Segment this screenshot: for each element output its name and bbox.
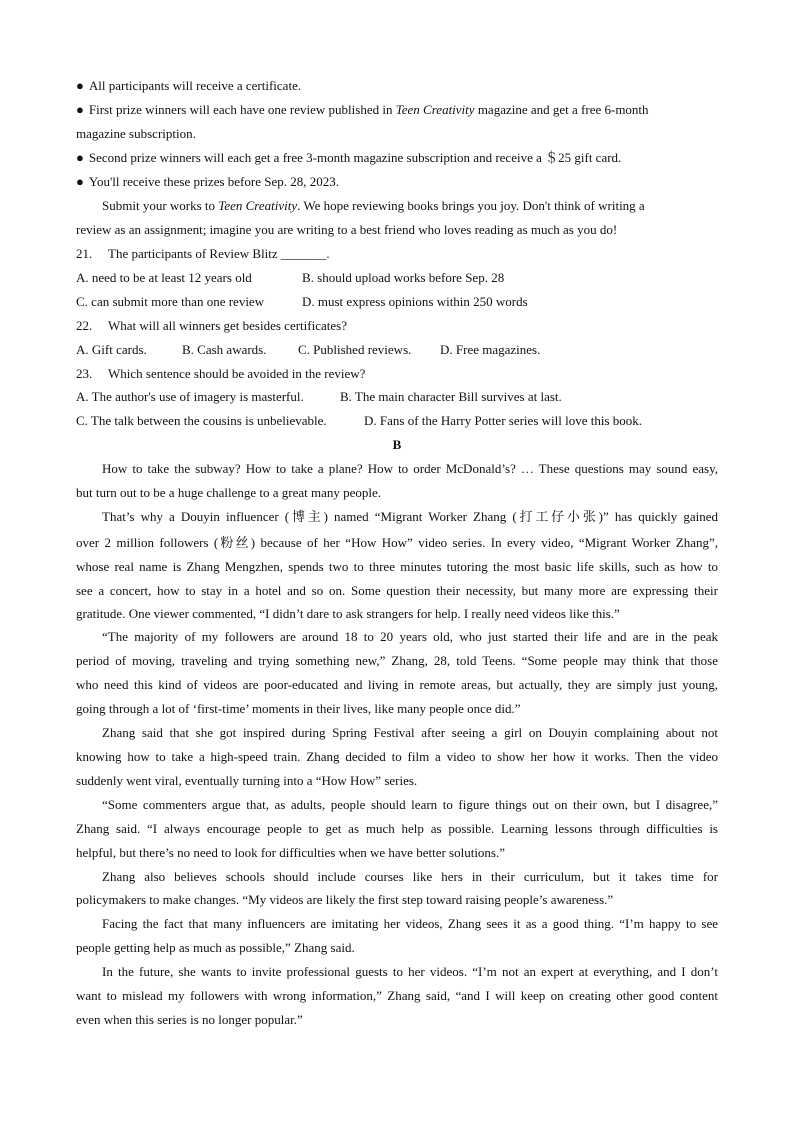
passage-line: gratitude. One viewer commented, “I didn’t dare to ask strangers for help. I really need videos like this.” — [76, 606, 620, 621]
option-21-a[interactable]: A. need to be at least 12 years old — [76, 270, 252, 285]
question-21 — [76, 245, 330, 263]
magazine-name: Teen Creativity — [218, 198, 298, 213]
passage-line: “The majority of my followers are around 18 to 20 years old, who just started their life and are in the peak — [102, 629, 718, 644]
question-number: 23. — [76, 366, 93, 381]
passage-line: helpful, but there’s no need to look for difficulties when we have better solutions.” — [76, 845, 506, 860]
passage-line: That’s why a Douyin influencer (博主) named “Migrant Worker Zhang (打工仔小张)” has quickly gained — [102, 509, 718, 524]
passage-line: Zhang said. “I always encourage people to get as much help as possible. Learning lessons through difficulties is — [76, 821, 718, 836]
question-22 — [76, 317, 347, 335]
question-number: 21. — [76, 246, 93, 261]
passage-line: even when this series is no longer popular.” — [76, 1012, 303, 1027]
option-23-b[interactable]: B. The main character Bill survives at last. — [340, 389, 562, 404]
submit-text: . We hope reviewing books brings you joy. Don't think of writing a — [297, 198, 645, 213]
option-22-a[interactable]: A. Gift cards. — [76, 342, 147, 357]
prize-bullet-3 — [76, 149, 621, 167]
prize-bullet-4 — [76, 173, 339, 191]
prize-bullet-1 — [76, 77, 301, 95]
question-number: 22. — [76, 318, 93, 333]
passage-line: people getting help as much as possible,” Zhang said. — [76, 940, 355, 955]
passage-line: Zhang also believes schools should include courses like hers in their curriculum, but it takes time for — [102, 869, 718, 884]
question-23 — [76, 365, 365, 383]
section-b-title: B — [392, 437, 402, 452]
passage-line: over 2 million followers (粉丝) because of her “How How” video series. In every video, “Migrant Worker Zhang”, — [76, 535, 718, 550]
prize-text: Second prize winners will each get a free 3-month magazine subscription and receive a ＄25 gift card. — [88, 150, 622, 165]
passage-line: Facing the fact that many influencers are imitating her videos, Zhang sees it as a good thing. “I’m happy to see — [102, 916, 718, 931]
option-22-c[interactable]: C. Published reviews. — [298, 342, 412, 357]
passage-line: want to mislead my followers with wrong information,” Zhang said, “and I will keep on creating other good content — [76, 988, 718, 1003]
option-21-b[interactable]: B. should upload works before Sep. 28 — [302, 270, 505, 285]
question-stem: Which sentence should be avoided in the review? — [108, 366, 366, 381]
option-21-c[interactable]: C. can submit more than one review — [76, 294, 265, 309]
bullet-icon: ● — [76, 78, 84, 93]
option-22-b[interactable]: B. Cash awards. — [182, 342, 267, 357]
passage-line: policymakers to make changes. “My videos are likely the first step toward raising people’s awareness.” — [76, 892, 614, 907]
magazine-name: Teen Creativity — [395, 102, 475, 117]
bullet-icon: ● — [76, 150, 84, 165]
passage-line: who need this kind of videos are poor-educated and living in remote areas, but actually, they are simply just young, — [76, 677, 718, 692]
passage-line: going through a lot of ‘first-time’ moments in their lives, like many people once did.” — [76, 701, 521, 716]
prize-bullet-2 — [76, 101, 649, 119]
option-23-d[interactable]: D. Fans of the Harry Potter series will love this book. — [364, 413, 643, 428]
passage-line: but turn out to be a huge challenge to a great many people. — [76, 485, 382, 500]
passage-line: Zhang said that she got inspired during Spring Festival after seeing a girl on Douyin complaining about not — [102, 725, 718, 740]
bullet-icon: ● — [76, 102, 84, 117]
prize-bullet-2-cont: magazine subscription. — [76, 126, 196, 141]
submit-line-2: review as an assignment; imagine you are writing to a best friend who loves reading as much as you do! — [76, 222, 618, 237]
submit-line-1 — [102, 197, 645, 215]
submit-text: Submit your works to — [102, 198, 219, 213]
option-23-c[interactable]: C. The talk between the cousins is unbelievable. — [76, 413, 327, 428]
question-stem: The participants of Review Blitz _______. — [108, 246, 330, 261]
option-21-d[interactable]: D. must express opinions within 250 words — [302, 294, 528, 309]
prize-text: magazine and get a free 6-month — [474, 102, 649, 117]
passage-line: whose real name is Zhang Mengzhen, spends two to three minutes tutoring the most basic life skills, such as how to — [76, 559, 718, 574]
bullet-icon: ● — [76, 174, 84, 189]
option-23-a[interactable]: A. The author's use of imagery is masterful. — [76, 389, 304, 404]
passage-line: In the future, she wants to invite professional guests to her videos. “I’m not an expert at everything, and I don’t — [102, 964, 718, 979]
prize-text: You'll receive these prizes before Sep. 28, 2023. — [88, 174, 339, 189]
option-22-d[interactable]: D. Free magazines. — [440, 342, 541, 357]
passage-line: suddenly went viral, eventually turning into a “How How” series. — [76, 773, 418, 788]
passage-line: “Some commenters argue that, as adults, people should learn to figure things out on their own, but I disagree,” — [102, 797, 718, 812]
passage-line: period of moving, traveling and trying something new,” Zhang, 28, told Teens. “Some people may think that those — [76, 653, 718, 668]
question-stem: What will all winners get besides certificates? — [108, 318, 347, 333]
passage-line: How to take the subway? How to take a plane? How to order McDonald’s? … These questions may sound easy, — [102, 461, 718, 476]
prize-text: First prize winners will each have one review published in — [88, 102, 396, 117]
passage-line: knowing how to take a high-speed train. Zhang decided to film a video to show her how it works. Then the video — [76, 749, 718, 764]
prize-text: All participants will receive a certificate. — [88, 78, 302, 93]
passage-line: see a concert, how to stay in a hotel and so on. Some question their necessity, but many more are expressing their — [76, 583, 718, 598]
